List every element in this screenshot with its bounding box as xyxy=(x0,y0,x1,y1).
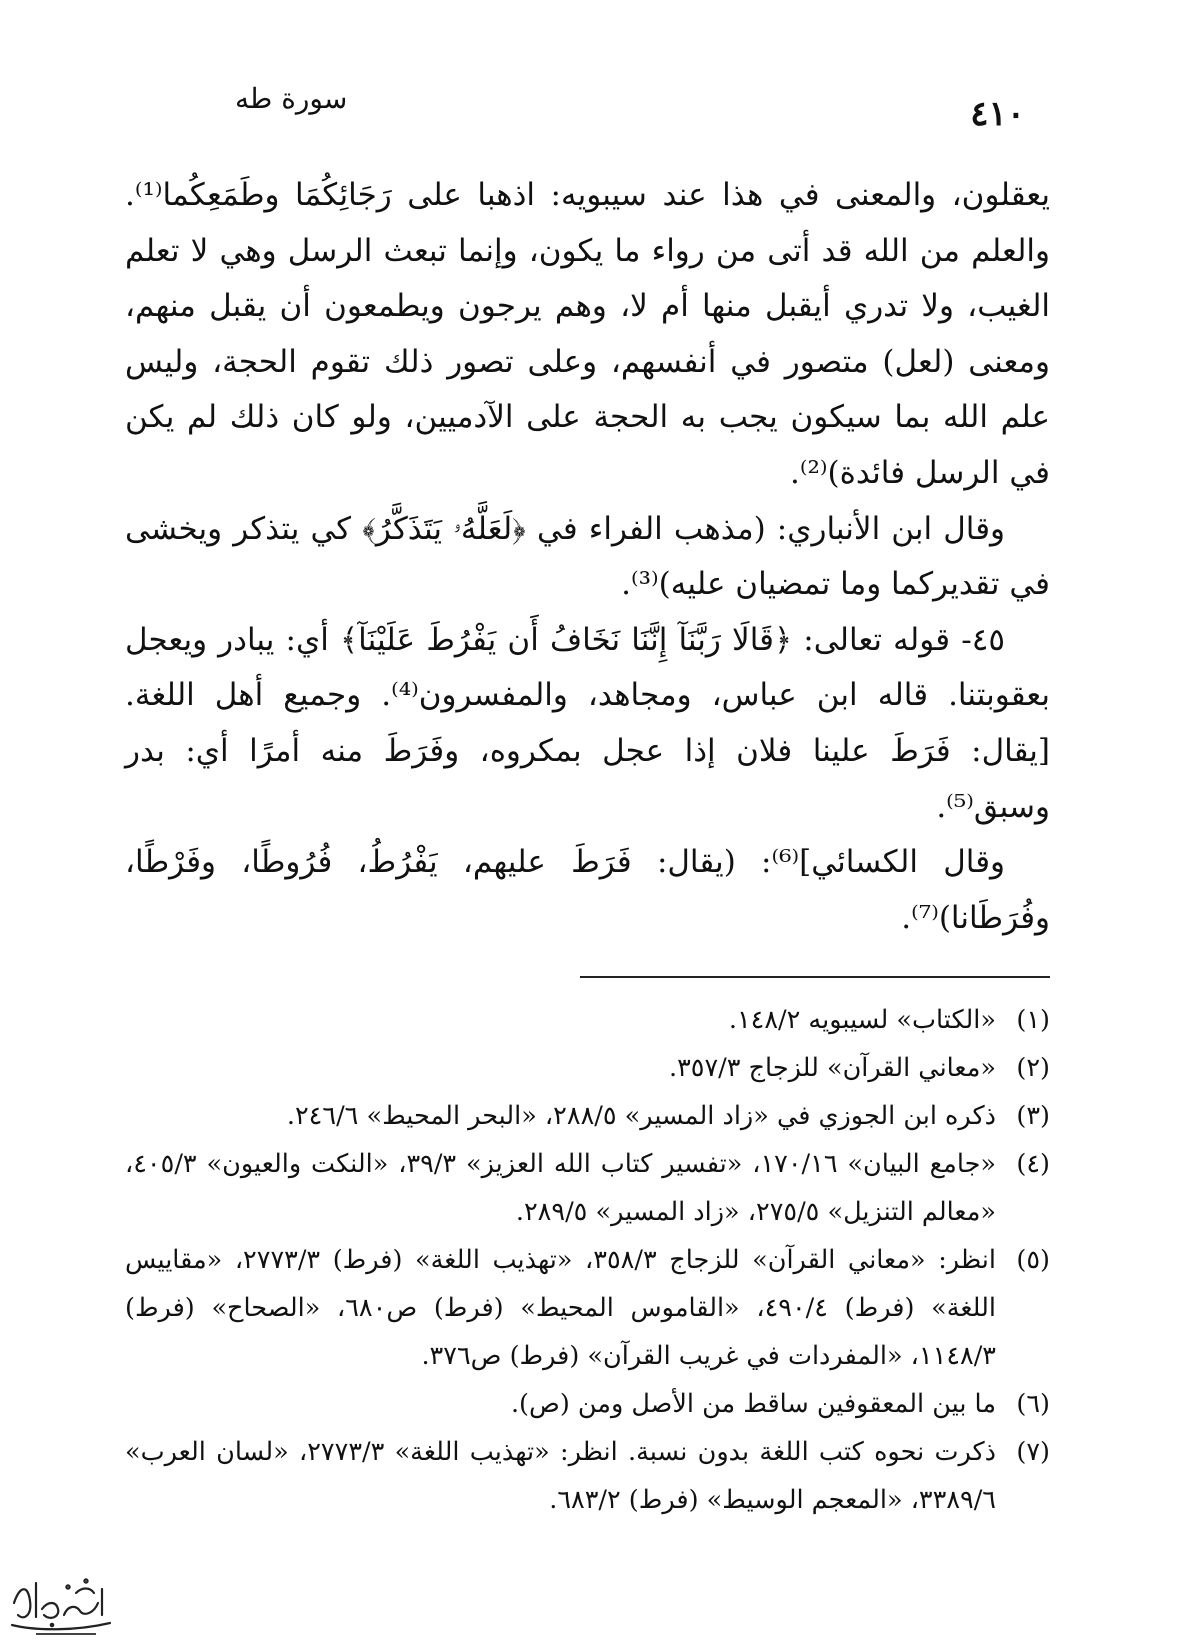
footnote-divider xyxy=(580,976,1050,978)
footnote-text: «الكتاب» لسيبويه ١٤٨/٢. xyxy=(728,1005,996,1035)
page-number: ٤١٠ xyxy=(970,94,1025,134)
paragraph: يعقلون، والمعنى في هذا عند سيبويه: اذهبا على رَجَائِكُمَا وطَمَعِكُما⁽¹⁾. والعلم من الله قد أتى من رواء ما يكون، وإنما تبعث الرسل وهي لا تعلم الغيب، ولا تدري أيقبل منها أم لا، وهم يرجون ويطمعون أن يقبل منهم، ومعنى (لعل) متصور في أنفسهم، وعلى تصور ذلك تقوم الحجة، وليس علم الله بما سيكون يجب به الحجة على الآدميين، ولو كان ذلك لم يكن في الرسل فائدة)⁽²⁾. xyxy=(125,177,1050,491)
main-text xyxy=(125,168,1050,946)
footnote-text: «جامع البيان» ١٧٠/١٦، «تفسير كتاب الله العزيز» ٣٩/٣، «النكت والعيون» ٤٠٥/٣، «معالم التنزيل» ٢٧٥/٥، «زاد المسير» ٢٨٩/٥. xyxy=(125,1149,996,1227)
paragraph: وقال ابن الأنباري: (مذهب الفراء في ﴿لَعَلَّهُۥ يَتَذَكَّرُ﴾ كي يتذكر ويخشى في تقديركما وما تمضيان عليه)⁽³⁾. xyxy=(125,510,1050,603)
footnote xyxy=(125,1236,1050,1380)
footnote-number: (١) xyxy=(1016,1005,1050,1035)
footnote-text: ذكره ابن الجوزي في «زاد المسير» ٢٨٨/٥، «البحر المحيط» ٢٤٦/٦. xyxy=(286,1101,996,1131)
footnote-text: ذكرت نحوه كتب اللغة بدون نسبة. انظر: «تهذيب اللغة» ٢٧٧٣/٣، «لسان العرب» ٣٣٨٩/٦، «المعجم الوسيط» (فرط) ٦٨٣/٢. xyxy=(125,1437,997,1515)
footnote-number: (٧) xyxy=(1016,1437,1050,1467)
footnote-number: (٥) xyxy=(1016,1245,1050,1275)
footnote-number: (٤) xyxy=(1016,1149,1050,1179)
footnote xyxy=(125,1092,1050,1140)
footnote xyxy=(125,1140,1050,1236)
footnote-text: ما بين المعقوفين ساقط من الأصل ومن (ص). xyxy=(510,1389,996,1419)
footnote xyxy=(125,1380,1050,1428)
footnote-number: (٣) xyxy=(1016,1101,1050,1131)
footnote-number: (٦) xyxy=(1016,1389,1050,1419)
paragraph: وقال الكسائي]⁽⁶⁾: (يقال: فَرَطَ عليهم، يَفْرُطُ، فُرُوطًا، وفَرْطًا، وفُرَطَانا)⁽⁷⁾. xyxy=(125,844,1050,936)
surah-title: سورة طه xyxy=(235,82,348,115)
footnote xyxy=(125,1428,1050,1524)
page-header xyxy=(140,76,1055,134)
footnote-text: انظر: «معاني القرآن» للزجاج ٣٥٨/٣، «تهذيب اللغة» (فرط) ٢٧٧٣/٣، «مقاييس اللغة» (فرط) ٤٩٠/٤، «القاموس المحيط» (فرط) ص٦٨٠، «الصحاح» (فرط) ١١٤٨/٣، «المفردات في غريب القرآن» (فرط) ص٣٧٦. xyxy=(125,1245,996,1371)
publisher-watermark-logo xyxy=(6,1565,116,1643)
footnotes xyxy=(125,996,1050,1524)
footnote-number: (٢) xyxy=(1016,1053,1050,1083)
footnote xyxy=(125,1044,1050,1092)
footnote-text: «معاني القرآن» للزجاج ٣٥٧/٣. xyxy=(668,1053,996,1083)
footnote xyxy=(125,996,1050,1044)
paragraph: ٤٥- قوله تعالى: ﴿قَالَا رَبَّنَآ إِنَّنَا نَخَافُ أَن يَفْرُطَ عَلَيْنَآ﴾ أي: يبادر ويعجل بعقوبتنا. قاله ابن عباس، ومجاهد، والمفسرون⁽⁴⁾. وجميع أهل اللغة. [يقال: فَرَطَ علينا فلان إذا عجل بمكروه، وفَرَطَ منه أمرًا أي: بدر وسبق⁽⁵⁾. xyxy=(125,621,1050,825)
